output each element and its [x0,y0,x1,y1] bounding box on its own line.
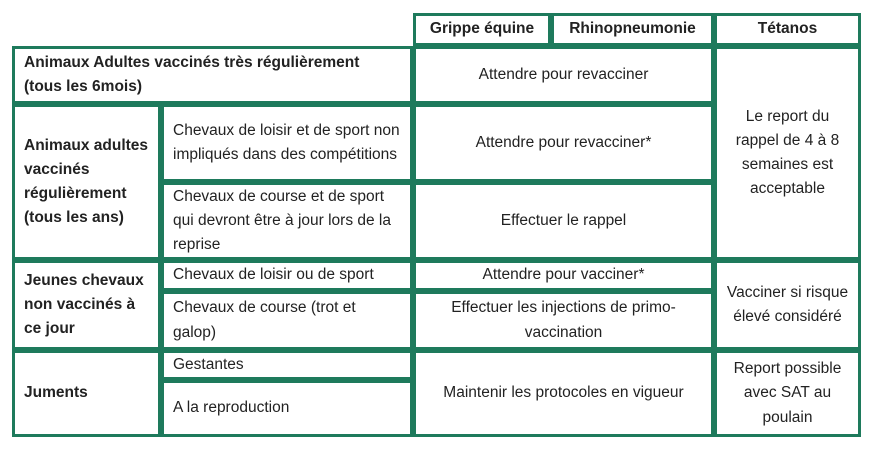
row-leisure-sport-label: Chevaux de loisir et de sport non impliqués dans des compétitions [161,104,413,182]
tetanos-adults: Le report du rappel de 4 à 8 semaines est acceptable [714,46,861,260]
row-adults-6months-grippe-rhino: Attendre pour revacciner [413,46,714,104]
row-leisure-sport-grippe-rhino: Attendre pour revacciner* [413,104,714,182]
row-young-race-grippe-rhino: Effectuer les injections de primo-vaccination [413,291,714,350]
row-adults-yearly-label: Animaux adultes vaccinés régulièrement (tous les ans) [12,104,161,260]
row-young-leisure-label: Chevaux de loisir ou de sport [161,260,413,291]
header-grippe: Grippe équine [413,13,551,46]
row-race-sport-grippe-rhino: Effectuer le rappel [413,182,714,260]
row-mares-grippe-rhino: Maintenir les protocoles en vigueur [413,350,714,437]
row-mares-label: Juments [12,350,161,437]
row-adults-6months-label: Animaux Adultes vaccinés très régulièrement (tous les 6mois) [12,46,413,104]
header-tetanos: Tétanos [714,13,861,46]
row-pregnant-label: Gestantes [161,350,413,380]
tetanos-young: Vacciner si risque élevé considéré [714,260,861,350]
row-race-sport-label: Chevaux de course et de sport qui devront être à jour lors de la reprise [161,182,413,260]
row-reproduction-label: A la reproduction [161,380,413,437]
header-rhino: Rhinopneumonie [551,13,714,46]
row-young-horses-label: Jeunes chevaux non vaccinés à ce jour [12,260,161,350]
tetanos-mares: Report possible avec SAT au poulain [714,350,861,437]
row-young-leisure-grippe-rhino: Attendre pour vacciner* [413,260,714,291]
row-young-race-label: Chevaux de course (trot et galop) [161,291,413,350]
